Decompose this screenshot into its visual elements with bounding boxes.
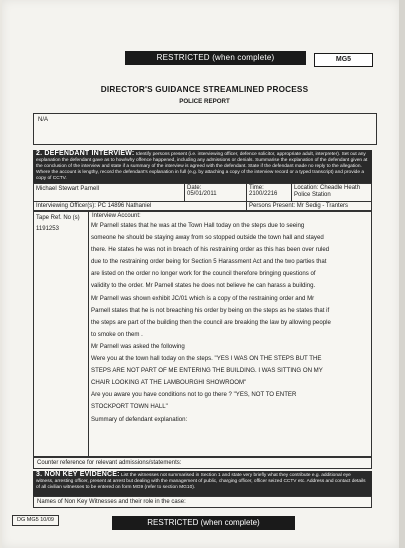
- counter-reference-row: [33, 457, 372, 469]
- location-label: Location:: [294, 185, 319, 191]
- officer-label: Interviewing Officer(s):: [36, 203, 96, 209]
- narrative-line: Are you aware you have conditions not to go there ? "YES, NOT TO ENTER: [91, 391, 297, 399]
- narrative-line: there. He states he was not in breach of his restraining order as this has been over ruled: [91, 246, 330, 254]
- date-label: Date:: [187, 185, 202, 191]
- tape-ref-column: [34, 212, 89, 456]
- counter-reference-label: Counter reference for relevant admissions/statements:: [37, 460, 182, 466]
- defendant-name: Michael Stewart Parnell: [34, 184, 185, 202]
- previous-section-box: [33, 113, 377, 145]
- section-3-title: 3. NON KEY EVIDENCE:: [36, 471, 120, 478]
- interview-account-label: Interview Account:: [92, 213, 141, 219]
- officer-cell: [34, 202, 247, 211]
- narrative-line: Mr Parnell states that he was at the Town Hall today on the steps due to seeing: [91, 222, 305, 229]
- na-text: N/A: [38, 117, 49, 123]
- narrative-line: STEPS ARE NOT PART OF ME ENTERING THE BUILDING. I WAS SITTING ON MY: [91, 367, 323, 375]
- non-key-witness-label: Names of Non Key Witnesses and their role in the case:: [37, 499, 186, 505]
- narrative-line: CHAIR LOOKING AT THE LAMBOURGHI SHOWROOM": [91, 379, 247, 387]
- restricted-banner-top: RESTRICTED (when complete): [125, 51, 306, 65]
- police-report-page: [2, 0, 400, 548]
- location-value: Cheadle Heath Police Station: [294, 185, 361, 198]
- section-2-title: 2. DEFENDANT INTERVIEW:: [36, 150, 135, 157]
- interview-details-table: [33, 183, 372, 211]
- time-label: Time:: [249, 185, 264, 191]
- form-subtitle: POLICE REPORT: [179, 98, 230, 105]
- section-3-instructions: List the witnesses not summarised in Section 1 and state very briefly what they contribute e.g. additional eye witness, arresting officer, present at arrest but dealing with the management of public, charging officer, officer seized CCTV etc. Address and contact details of all civilian witnesses to be entered on form MG9 (refer to section MG10).: [36, 473, 366, 490]
- page-edge-shadow: [399, 0, 405, 548]
- narrative-line: Were you at the town hall today on the steps. "YES I WAS ON THE STEPS BUT THE: [91, 355, 322, 363]
- form-code-box: MG5: [314, 53, 373, 67]
- section-2-header: [33, 150, 372, 183]
- narrative-line: Mr Parnell was shown exhibit JC/01 which is a copy of the restraining order and Mr: [91, 294, 315, 302]
- location-cell: [292, 184, 371, 202]
- narrative-line: are listed on the order no longer work for the council therefore bringing questions of: [91, 270, 316, 278]
- restricted-banner-bottom: RESTRICTED (when complete): [112, 516, 295, 530]
- narrative-line: due to the restraining order being for Section 5 Harassment Act and the two parties that: [91, 258, 327, 266]
- narrative-line: Summary of defendant explanation:: [91, 415, 188, 423]
- narrative-line: to smoke on them .: [91, 330, 143, 338]
- narrative-line: validity to the order. Mr Parnell states he does not believe he can harass a building.: [91, 282, 316, 290]
- date-value: 05/01/2011: [187, 191, 217, 197]
- tape-ref-label: Tape Ref. No (s): [36, 215, 80, 221]
- form-title: DIRECTOR'S GUIDANCE STREAMLINED PROCESS: [100, 85, 309, 94]
- date-cell: [185, 184, 247, 202]
- officer-value: PC 14896 Nathaniel: [97, 203, 152, 209]
- section-3-header: [33, 471, 372, 496]
- persons-label: Persons Present:: [249, 203, 296, 209]
- time-value: 2100/2216: [249, 191, 278, 197]
- narrative-line: the steps are part of the building then the council are breaking the law by allowing people: [91, 318, 331, 326]
- narrative-line: someone he should be staying away from so stopped outside the town hall and stayed: [91, 234, 324, 242]
- narrative-line: Parnell states that he is not breaching his order by being on the steps as he states that if: [91, 306, 330, 314]
- tape-ref-value: 1191253: [36, 226, 59, 232]
- section-2-instructions: Identify persons present (i.e. interviewing officer, defence solicitor, appropriate adult, interpreter). Set out any explanation the defendant gave as to how/why offence happened, including any admissions or denials. Summarise the explanation of the defendant given at the conclusion of the interview and state if a summary of the interview is agreed with the defendant. State if the defendant made no reply to the allegation. Where the account is lengthy, record the defendant's explanation in full (e.g. by attaching a copy of the interview record or a typed transcript) and provide a copy of CCTV.: [36, 152, 368, 181]
- interview-narrative: [91, 220, 353, 426]
- form-version-code: DG MG5 10/09: [12, 515, 59, 526]
- narrative-line: Mr Parnell was asked the following: [91, 342, 185, 350]
- time-cell: [247, 184, 292, 202]
- non-key-witness-row: [33, 496, 372, 508]
- narrative-line: STOCKPORT TOWN HALL": [91, 403, 168, 411]
- persons-cell: [247, 202, 371, 211]
- persons-value: Mr Sedig - Tranters: [296, 203, 349, 209]
